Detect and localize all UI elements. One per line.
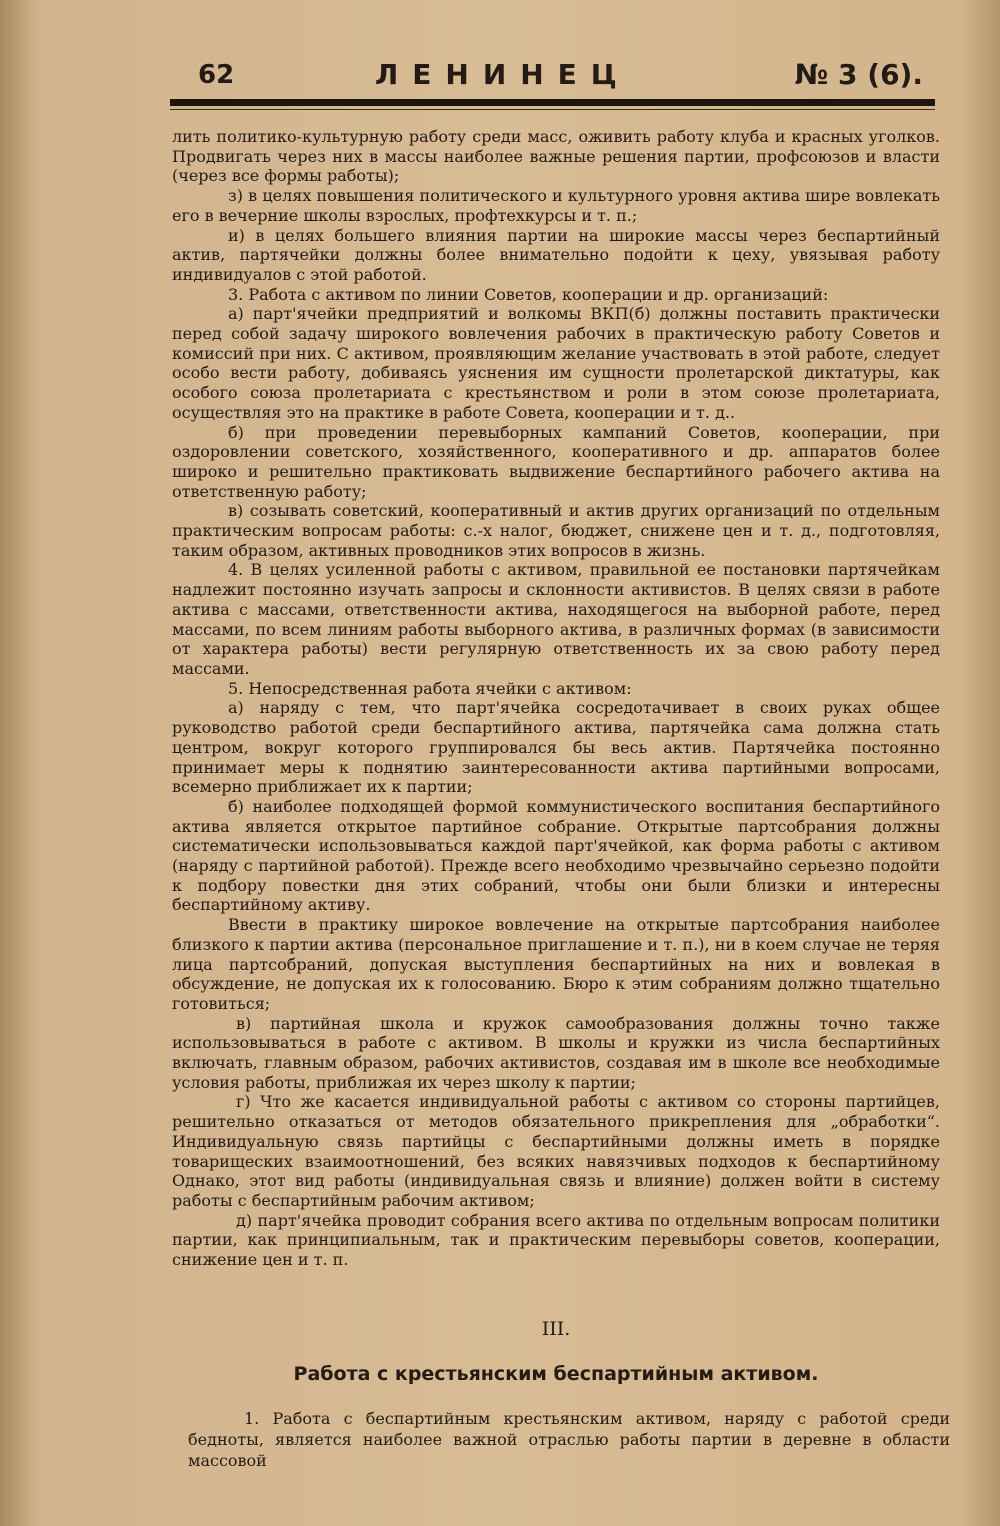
paragraph: 5. Непосредственная работа ячейки с активом: bbox=[228, 678, 632, 698]
page-number: 62 bbox=[198, 60, 235, 90]
paragraph: д) парт'ячейка проводит собрания всего актива по отдельным вопросам политики партии, как принципиальным, так и практическим перевыборы советов, кооперации, снижение цен и т. п. bbox=[172, 1210, 940, 1270]
section-body bbox=[188, 1408, 950, 1471]
paragraph: а) парт'ячейки предприятий и волкомы ВКП(б) должны поставить практически перед собой задачу широкого вовлечения рабочих в практическую работу Советов и комиссий при них. С активом, проявляющим желание участвовать в этой работе, следует особо вести работу, добиваясь уяснения им сущности пролетарской диктатуры, как особого союза пролетариата с крестьянством и роли в этом союзе пролетариата, осуществляя это на практике в работе Совета, кооперации и т. д.. bbox=[172, 304, 940, 422]
page-header bbox=[170, 58, 935, 102]
section-heading: Работа с крестьянским беспартийным активом. bbox=[293, 1363, 819, 1385]
paragraph: б) наиболее подходящей формой коммунистического воспитания беспартийного актива является открытое партийное собрание. Открытые партсобрания должны систематически использовываться каждой парт'ячейкой, как форма работы с активом (наряду с партийной работой). Прежде всего необходимо чрезвычайно серьезно подойти к подбору повестки дня этих собраний, чтобы они были близки и интересны беспартийному активу. bbox=[172, 796, 940, 915]
paragraph: Ввести в практику широкое вовлечение на открытые партсобрания наиболее близкого к партии актива (персональное приглашение и т. п.), ни в коем случае не теряя лица партсобраний, допуская выступления беспартийных на них и вовлекая в обсуждение, не допуская их к голосованию. Бюро к этим собраниям должно тщательно готовиться; bbox=[172, 915, 940, 1013]
paragraph: в) партийная школа и кружок самообразования должны точно также использовываться в работе с активом. В школы и кружки из числа беспартийных включать, главным образом, рабочих активистов, создавая им в школе все необходимые условия работы, приближая их через школу к партии; bbox=[172, 1013, 940, 1092]
paragraph: в) созывать советский, кооперативный и актив других организаций по отдельным практическим вопросам работы: с.-х налог, бюджет, снижене цен и т. д., подготовляя, таким образом, активных проводников этих вопросов в жизнь. bbox=[172, 501, 940, 560]
paragraph: лить политико-культурную работу среди масс, оживить работу клуба и красных уголков. Продвигать через них в массы наиболее важные решения партии, профсоюзов и власти (через все формы работы); bbox=[172, 127, 940, 186]
issue-number: № 3 (6). bbox=[794, 58, 923, 91]
paragraph: 4. В целях усиленной работы с активом, правильной ее постановки партячейкам надлежит постоянно изучать запросы и склонности активистов. В целях связи в работе актива с массами, ответственности актива, находящегося на выборной работе, перед массами, по всем линиям работы выборного актива, в различных формах (в зависимости от характера работы) вести регулярную ответственность их за свою работу перед массами. bbox=[172, 560, 940, 678]
paragraph: 1. Работа с беспартийным крестьянским активом, наряду с работой среди бедноты, является наиболее важной отраслью работы партии в деревне в области массовой bbox=[188, 1409, 950, 1470]
paragraph: б) при проведении перевыборных кампаний Советов, кооперации, при оздоровлении советского, хозяйственного, кооперативного и др. аппаратов более широко и решительно практиковать выдвижение беспартийного рабочего актива на ответственную работу; bbox=[172, 422, 940, 501]
journal-title: ЛЕНИНЕЦ bbox=[375, 58, 631, 91]
paragraph: з) в целях повышения политического и культурного уровня актива шире вовлекать его в вечерние школы взрослых, профтехкурсы и т. п.; bbox=[172, 186, 940, 225]
paragraph: г) Что же касается индивидуальной работы с активом со стороны партийцев, решительно отказаться от методов обязательного прикрепления для „обработки“. Индивидуальную связь партийцы с беспартийными должны иметь в порядке товарищеских взаимоотношений, без всяких навязчивых подходов к беспартийному Однако, этот вид работы (индивидуальная связь и влияние) должен войти в систему работы с беспартийным рабочим активом; bbox=[172, 1092, 940, 1210]
paragraph: и) в целях большего влияния партии на широкие массы через беспартийный актив, партячейки должны более внимательно подойти к цеху, увязывая работу индивидуалов с этой работой. bbox=[172, 225, 940, 284]
article-body bbox=[172, 127, 940, 1270]
header-rule-thin bbox=[170, 109, 935, 110]
paragraph: 3. Работа с активом по линии Советов, кооперации и др. организаций: bbox=[228, 284, 829, 304]
section-numeral: III. bbox=[541, 1318, 571, 1340]
paragraph: а) наряду с тем, что парт'ячейка сосредотачивает в своих руках общее руководство работой среди беспартийного актива, партячейка сама должна стать центром, вокруг которого группировался бы весь актив. Партячейка постоянно принимает меры к поднятию заинтересованности актива партийными вопросами, всемерно приближает их к партии; bbox=[172, 698, 940, 797]
header-rule-thick bbox=[170, 99, 935, 106]
